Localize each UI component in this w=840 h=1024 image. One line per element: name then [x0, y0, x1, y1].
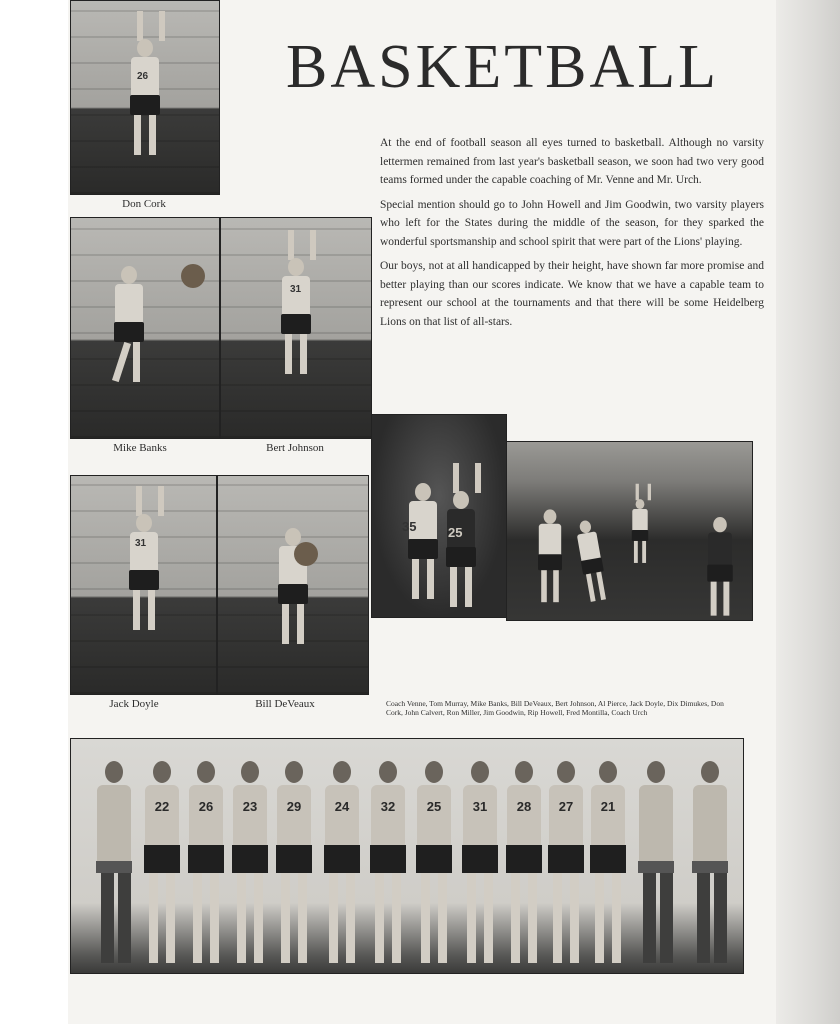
coach-figure	[689, 749, 731, 974]
player-figure: 26	[185, 749, 227, 974]
player-figure: 29	[273, 749, 315, 974]
caption-don-cork: Don Cork	[122, 198, 166, 210]
page-edge	[776, 0, 840, 1024]
player-figure: 25	[413, 749, 455, 974]
player-figure: 32	[367, 749, 409, 974]
article-body	[380, 134, 764, 337]
caption-mike-banks: Mike Banks	[113, 442, 167, 454]
jersey-number: 31	[135, 538, 147, 549]
caption-bert-johnson: Bert Johnson	[266, 442, 324, 454]
player-figure: 27	[545, 749, 587, 974]
player-figure: 28	[503, 749, 545, 974]
photo-mike-banks	[70, 217, 220, 439]
action-photo-right	[506, 441, 753, 621]
basketball	[294, 542, 318, 566]
player-figure: 21	[587, 749, 629, 974]
player-figure: 22	[141, 749, 183, 974]
photo-bert-johnson	[220, 217, 372, 439]
paragraph: Our boys, not at all handicapped by their height, have shown far more promise and better playing than our scores indicate. We know that we have a capable team to represent our school at the tournaments and that there will be some Heidelberg Lions on that list of all-stars.	[380, 260, 764, 328]
basketball	[181, 264, 205, 288]
team-photo	[70, 738, 744, 974]
caption-jack-doyle: Jack Doyle	[109, 698, 159, 710]
paragraph: Special mention should go to John Howell and Jim Goodwin, two varsity players who left for the States during the middle of the season, for they sparked the wonderful sportsmanship and school spirit that were part of the Lions' playing.	[380, 198, 764, 248]
action-photo-left	[371, 414, 507, 618]
page-title: BASKETBALL	[286, 33, 719, 101]
player-figure: 31	[459, 749, 501, 974]
jersey-number: 31	[290, 284, 302, 295]
jersey-number: 25	[448, 525, 463, 540]
team-photo-caption: Coach Venne, Tom Murray, Mike Banks, Bill DeVeaux, Bert Johnson, Al Pierce, Jack Doyle, Dix Dimukes, Don Cork, John Calvert, Ron Miller, Jim Goodwin, Rip Howell, Fred Montilla, Coach Urch	[386, 699, 724, 717]
jersey-number: 26	[137, 71, 149, 82]
photo-bill-deveaux	[217, 475, 369, 695]
coach-figure	[93, 749, 135, 974]
photo-don-cork	[70, 0, 220, 195]
player-figure: 24	[321, 749, 363, 974]
caption-bill-deveaux: Bill DeVeaux	[255, 698, 315, 710]
player-figure: 23	[229, 749, 271, 974]
coach-figure	[635, 749, 677, 974]
photo-jack-doyle	[70, 475, 217, 695]
jersey-number: 35	[402, 519, 417, 534]
paragraph: At the end of football season all eyes turned to basketball. Although no varsity lettermen remained from last year's basketball season, we soon had two very good teams formed under the capable coaching of Mr. Venne and Mr. Urch.	[380, 137, 764, 186]
